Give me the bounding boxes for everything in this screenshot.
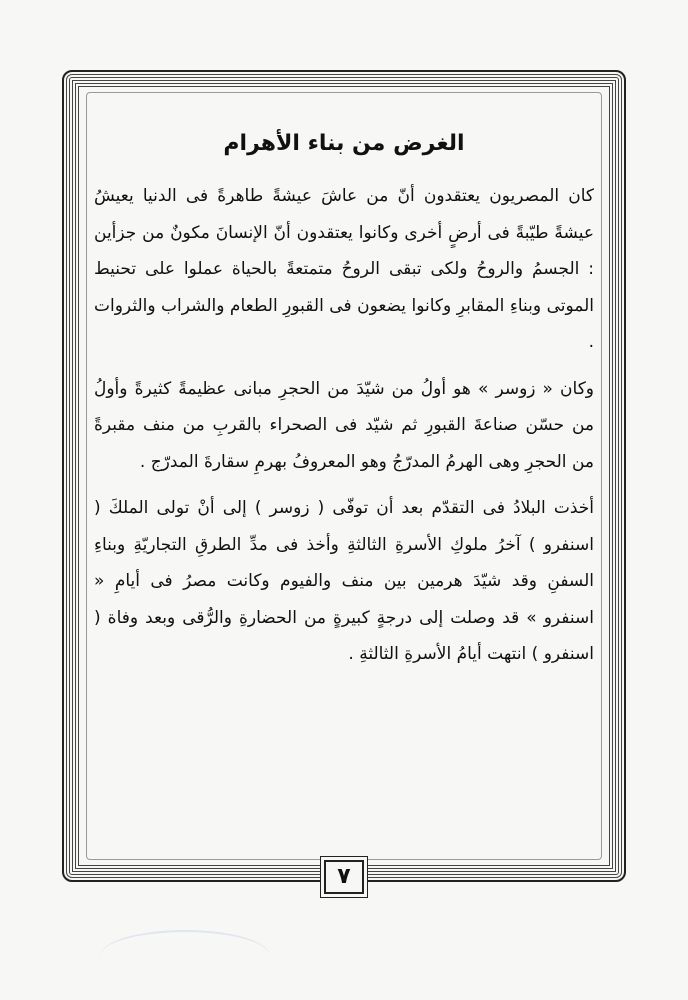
page-number: ٧ [324, 860, 364, 894]
paragraph-zoser: وكان « زوسر » هو أولُ من شيّدَ من الحجرِ مبانى عظيمةً كثيرةً وأولُ من حسّن صناعةَ القبورِ ثم شيّد فى الصحراء بالقربِ من منف مقبرةً من الحجرِ وهى الهرمُ المدرّجُ وهو المعروفُ بهرمِ سقارةَ المدرّج . [94, 378, 594, 472]
faint-watermark-mark [100, 930, 270, 982]
page-title: الغرض من بناء الأهرام [223, 131, 465, 156]
page-content [94, 124, 594, 673]
page-border-frame [62, 70, 626, 889]
paragraph-sneferu: أخذت البلادُ فى التقدّم بعد أن توفّى ( زوسر ) إلى أنْ تولى الملكَ ( اسنفرو ) آخرُ ملوكِ الأسرةِ الثالثةِ وأخذ فى مدِّ الطرقِ التجاريّةِ وبناءِ السفنِ وقد شيّدَ هرمين بين منف والفيوم وكانت مصرُ فى أيامِ « اسنفرو » قد وصلت إلى درجةٍ كبيرةٍ من الحضارةِ والرُّقى وبعد وفاة ( اسنفرو ) انتهت أيامُ الأسرةِ الثالثةِ . [94, 498, 594, 664]
paragraph-beliefs: كان المصريون يعتقدون أنّ من عاشَ عيشةً طاهرةً فى الدنيا يعيشُ عيشةً طيّبةً فى أرضٍ أخرى وكانوا يعتقدون أنّ الإنسانَ مكونٌ من جزأين : الجسمُ والروحُ ولكى تبقى الروحُ متمتعةً بالحياة عملوا على تحنيط الموتى وبناءِ المقابرِ وكانوا يضعون فى القبورِ الطعام والشراب والثروات . [94, 186, 594, 352]
